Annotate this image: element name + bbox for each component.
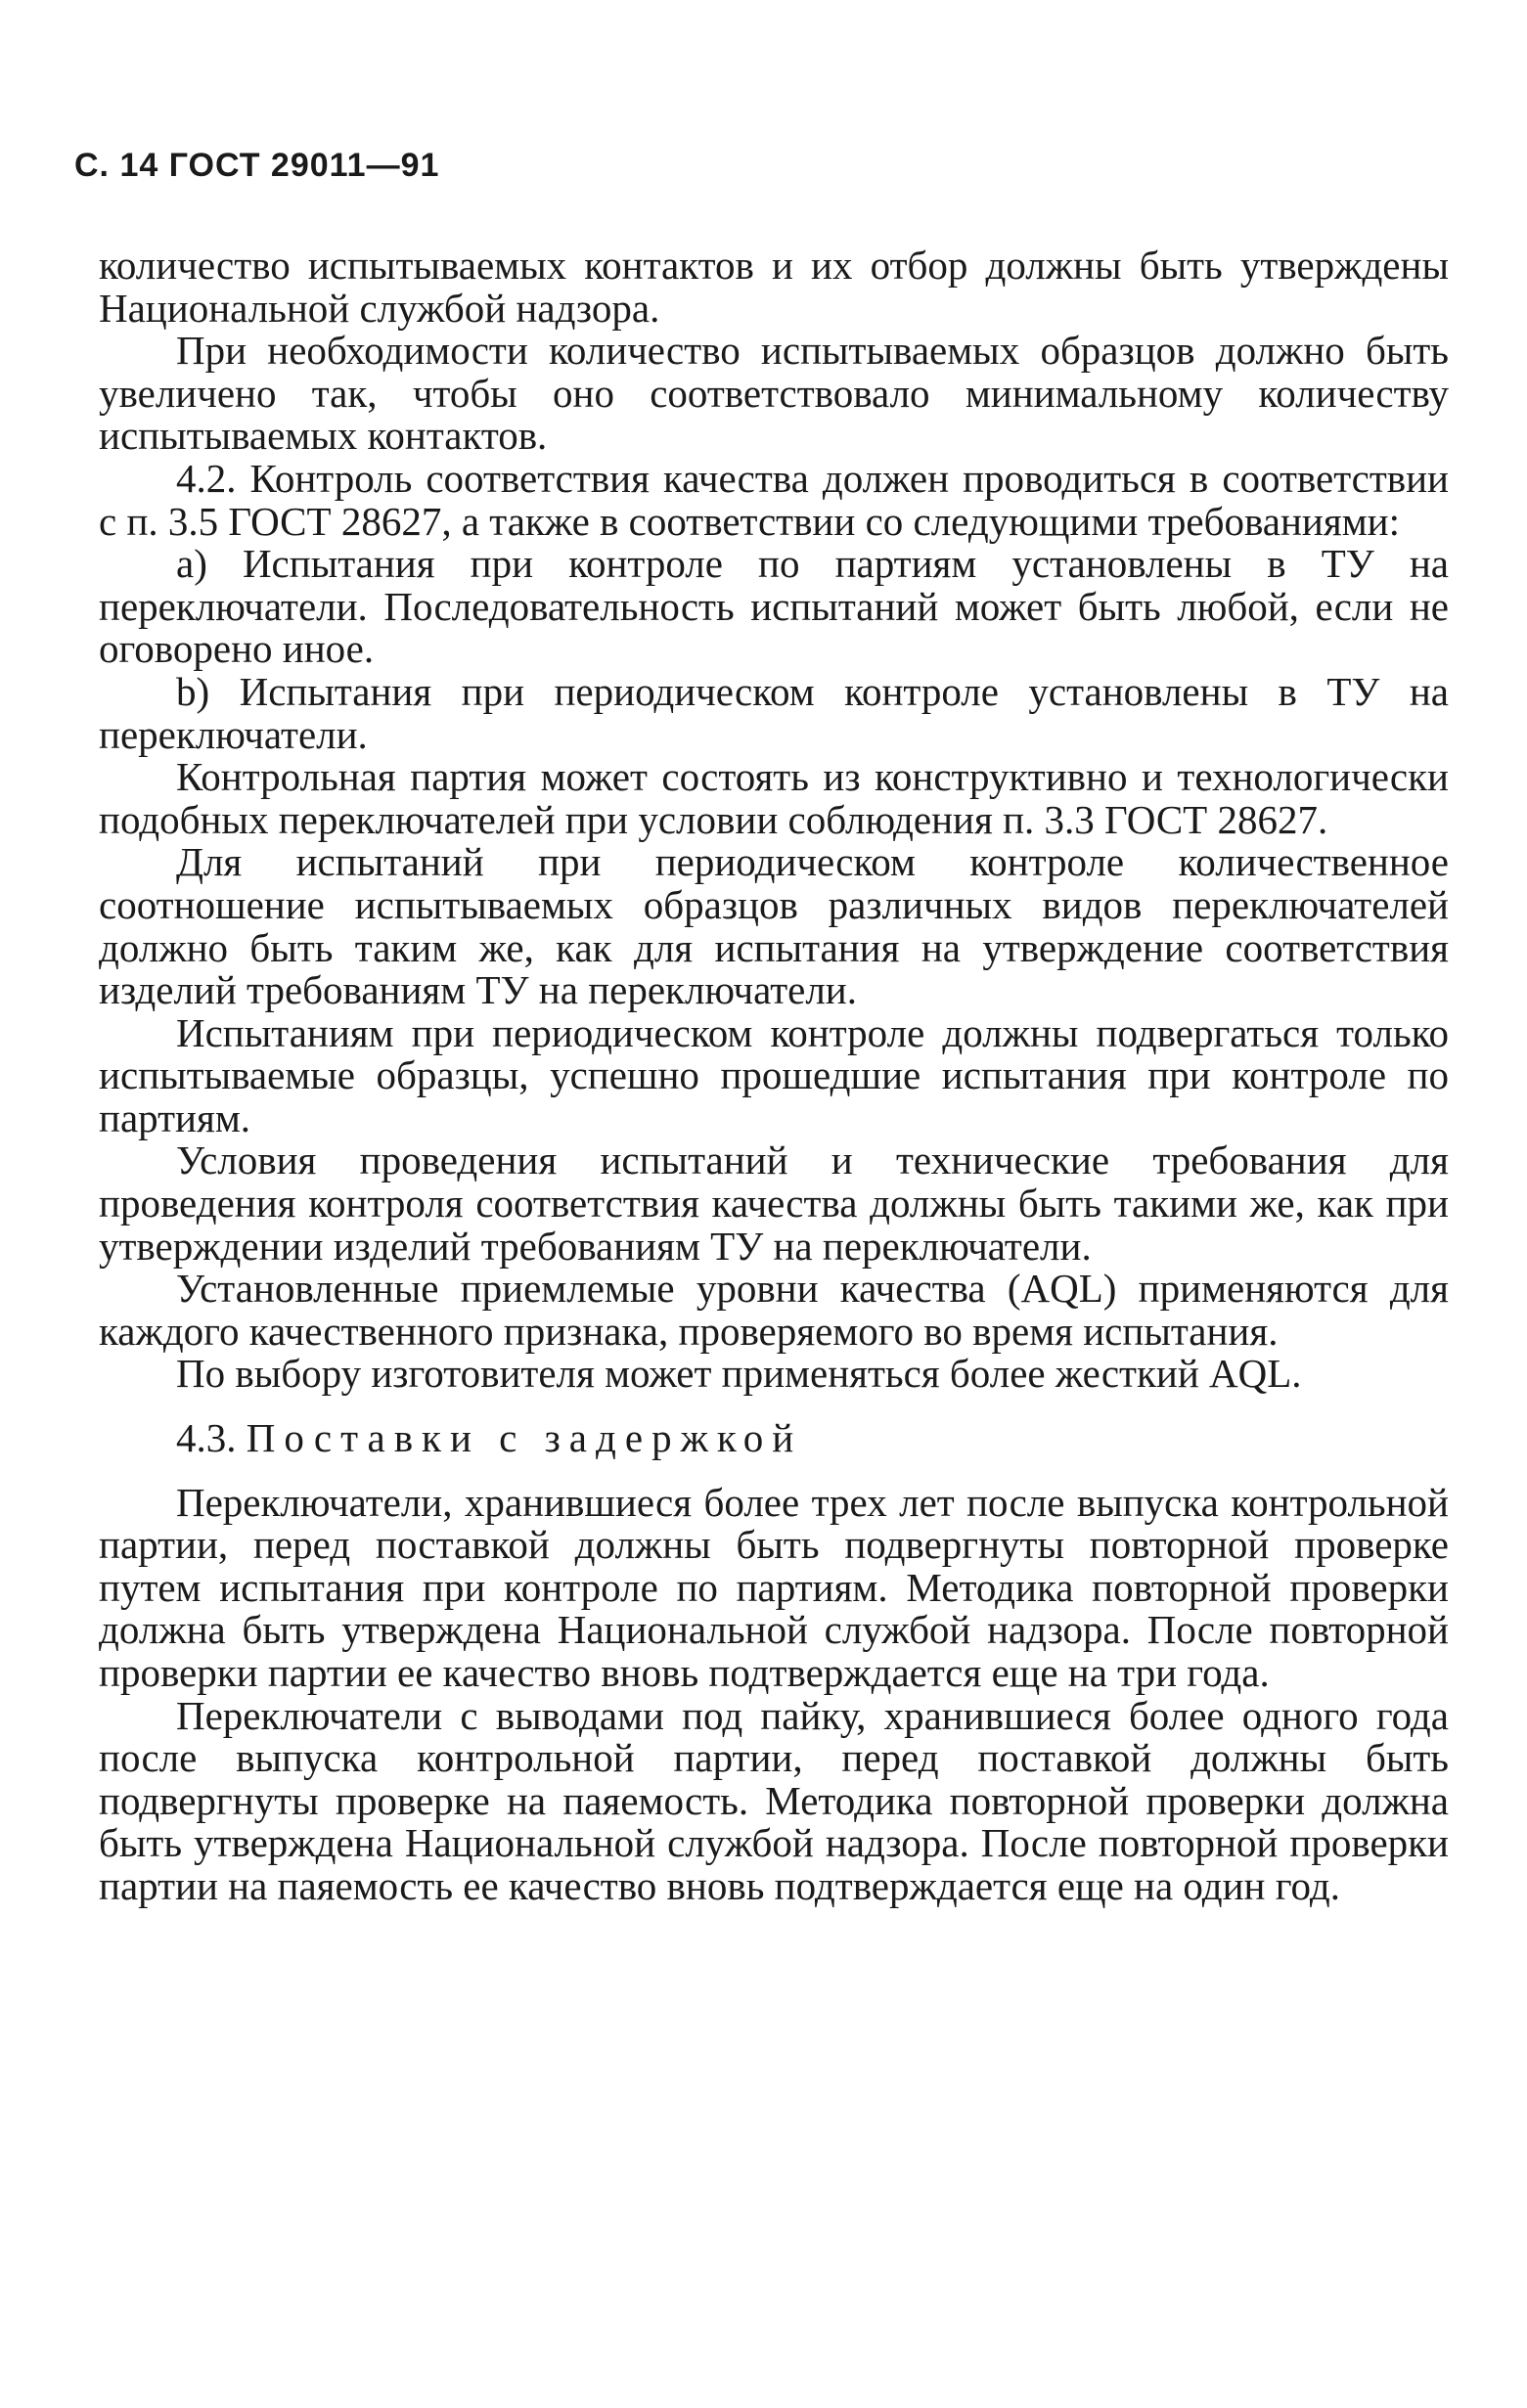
paragraph: а) Испытания при контроле по партиям установлены в ТУ на переключатели. Последовательность испытаний может быть любой, если не оговорено иное. [99, 541, 1449, 672]
paragraph: Контрольная партия может состоять из конструктивно и технологически подобных переключателей при условии соблюдения п. 3.3 ГОСТ 28627. [99, 754, 1449, 842]
paragraph: Переключатели, хранившиеся более трех лет после выпуска контрольной партии, перед поставкой должны быть подвергнуты повторной проверке путем испытания при контроле по партиям. Методика повторной проверки должна быть утверждена Национальной службой надзора. После повторной проверки партии ее качество вновь подтверждается еще на три года. [99, 1479, 1449, 1695]
paragraph: Переключатели с выводами под пайку, хранившиеся более одного года после выпуска контрольной партии, перед поставкой должны быть подвергнуты проверке на паяемость. Методика повторной проверки должна быть утверждена Национальной службой надзора. После повторной проверки партии на паяемость ее качество вновь подтверждается еще на один год. [99, 1692, 1449, 1908]
paragraph: 4.2. Контроль соответствия качества должен проводиться в соответствии с п. 3.5 ГОСТ 28627, а также в соответствии со следующими требованиями: [99, 455, 1449, 544]
paragraph: По выбору изготовителя может применяться более жесткий AQL. [176, 1351, 1302, 1397]
section-spacer [99, 1396, 1449, 1417]
paragraph: Для испытаний при периодическом контроле количественное соотношение испытываемых образцов различных видов переключателей должно быть таким же, как для испытания на утверждение соответствия изделий требованиям ТУ на переключатели. [99, 839, 1449, 1013]
paragraph: b) Испытания при периодическом контроле установлены в ТУ на переключатели. [99, 668, 1449, 757]
paragraph: При необходимости количество испытываемых образцов должно быть увеличено так, чтобы оно соответствовало минимальному количеству испытываемых контактов. [99, 328, 1449, 459]
body-text [99, 245, 1449, 1908]
paragraph: количество испытываемых контактов и их отбор должны быть утверждены Национальной службой надзора. [99, 243, 1449, 331]
section-spacer [99, 1460, 1449, 1482]
section-heading [99, 1417, 1449, 1460]
section-title: Поставки с задержкой [246, 1415, 803, 1461]
paragraph: Установленные приемлемые уровни качества (AQL) применяются для каждого качественного признака, проверяемого во время испытания. [99, 1266, 1449, 1354]
section-number: 4.3. [176, 1415, 237, 1461]
paragraph: Условия проведения испытаний и технические требования для проведения контроля соответствия качества должны быть такими же, как при утверждении изделий требованиям ТУ на переключатели. [99, 1137, 1449, 1269]
paragraph: Испытаниям при периодическом контроле должны подвергаться только испытываемые образцы, успешно прошедшие испытания при контроле по партиям. [99, 1009, 1449, 1140]
page-header: С. 14 ГОСТ 29011—91 [74, 147, 440, 184]
